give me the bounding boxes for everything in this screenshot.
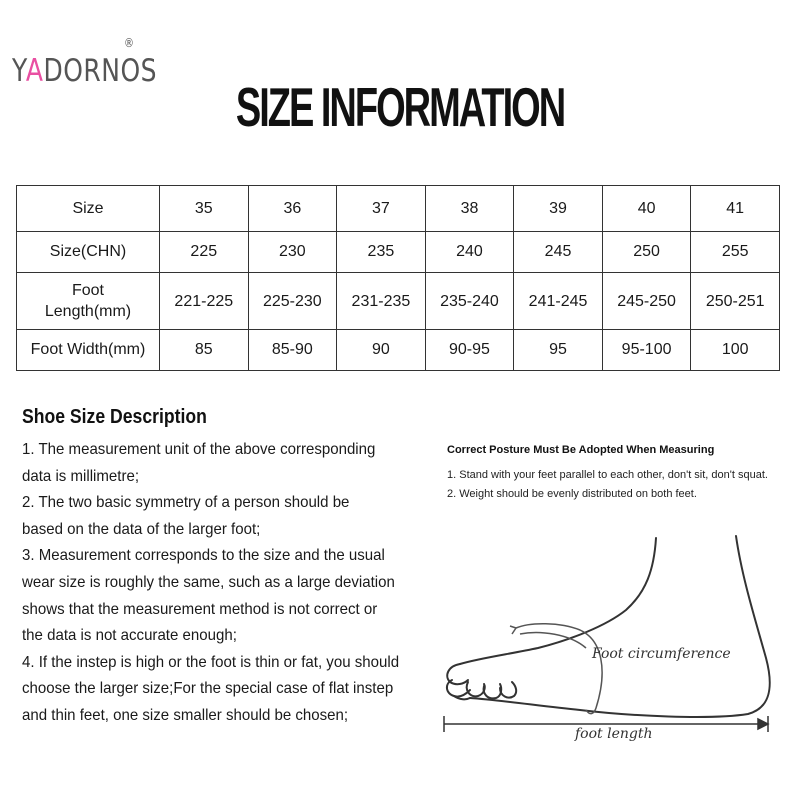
table-cell: 231-235 [337, 273, 426, 330]
registered-mark: ® [124, 37, 135, 51]
length-label: foot length [575, 726, 653, 742]
foot-toe [500, 682, 516, 698]
size-table [16, 185, 780, 371]
posture-instructions [447, 466, 797, 504]
posture-line: 1. Stand with your feet parallel to each other, don't sit, don't squat. [447, 469, 768, 481]
row-header-label: Length(mm) [44, 303, 132, 320]
description-line: the data is not accurate enough; [22, 627, 237, 645]
description-line: and thin feet, one size smaller should be chosen; [22, 706, 349, 724]
table-row [17, 232, 780, 273]
brand-logo-text: Y [12, 52, 26, 89]
table-cell: 230 [248, 232, 337, 273]
table-cell: 95-100 [602, 330, 691, 371]
circumference-arrow [510, 626, 516, 634]
row-header [17, 186, 160, 232]
foot-toe [484, 684, 502, 698]
description-line: 1. The measurement unit of the above corresponding [22, 441, 376, 458]
brand-logo-accent: A [25, 52, 44, 89]
description-line: based on the data of the larger foot; [22, 520, 261, 538]
table-cell: 250-251 [691, 273, 780, 330]
table-cell: 85-90 [248, 330, 337, 371]
table-cell: 90 [337, 330, 426, 371]
foot-outline-heel [470, 536, 770, 717]
row-header [17, 232, 160, 273]
table-cell: 245-250 [602, 273, 691, 330]
table-cell: 95 [514, 330, 603, 371]
description-line: choose the larger size;For the special case of flat instep [22, 680, 394, 698]
description-line: wear size is roughly the same, such as a large deviation [22, 573, 395, 591]
row-header-label: Size(CHN) [49, 243, 127, 260]
table-row [17, 186, 780, 232]
row-header [17, 330, 160, 371]
table-cell: 235-240 [425, 273, 514, 330]
page-title: SIZE INFORMATION [235, 78, 565, 139]
circumference-label: Foot circumference [592, 646, 731, 662]
table-cell: 250 [602, 232, 691, 273]
row-header-label: Foot [71, 282, 104, 299]
table-cell: 85 [160, 330, 249, 371]
table-cell: 241-245 [514, 273, 603, 330]
circumference-band [516, 624, 602, 714]
row-header-label: Size [72, 199, 104, 217]
table-cell: 100 [691, 330, 780, 371]
table-cell: 235 [337, 232, 426, 273]
table-cell: 245 [514, 232, 603, 273]
description-line: shows that the measurement method is not correct or [22, 600, 378, 618]
table-row [17, 273, 780, 330]
table-cell: 38 [425, 186, 514, 232]
row-header-label: Foot Width(mm) [30, 341, 146, 358]
table-cell: 90-95 [425, 330, 514, 371]
table-cell: 225-230 [248, 273, 337, 330]
description-title: Shoe Size Description [22, 406, 207, 428]
foot-toe [467, 682, 485, 696]
table-row [17, 330, 780, 371]
table-cell: 221-225 [160, 273, 249, 330]
table-cell: 225 [160, 232, 249, 273]
description-line: 2. The two basic symmetry of a person should be [22, 494, 350, 512]
table-cell: 41 [691, 186, 780, 232]
posture-title: Correct Posture Must Be Adopted When Measuring [447, 444, 715, 456]
table-cell: 240 [425, 232, 514, 273]
table-cell: 36 [248, 186, 337, 232]
brand-logo-text-rest: DORNOS [43, 52, 157, 89]
description-text [22, 437, 417, 730]
description-line: 4. If the instep is high or the foot is thin or fat, you should [22, 653, 400, 671]
table-cell: 40 [602, 186, 691, 232]
length-arrow-head [758, 719, 768, 729]
table-cell: 37 [337, 186, 426, 232]
table-cell: 255 [691, 232, 780, 273]
table-cell: 39 [514, 186, 603, 232]
description-line: 3. Measurement corresponds to the size and the usual [22, 547, 385, 565]
posture-line: 2. Weight should be evenly distributed on both feet. [447, 488, 697, 500]
circumference-band-inner [520, 633, 586, 648]
table-cell: 35 [160, 186, 249, 232]
row-header [17, 273, 160, 330]
description-line: data is millimetre; [22, 467, 140, 485]
